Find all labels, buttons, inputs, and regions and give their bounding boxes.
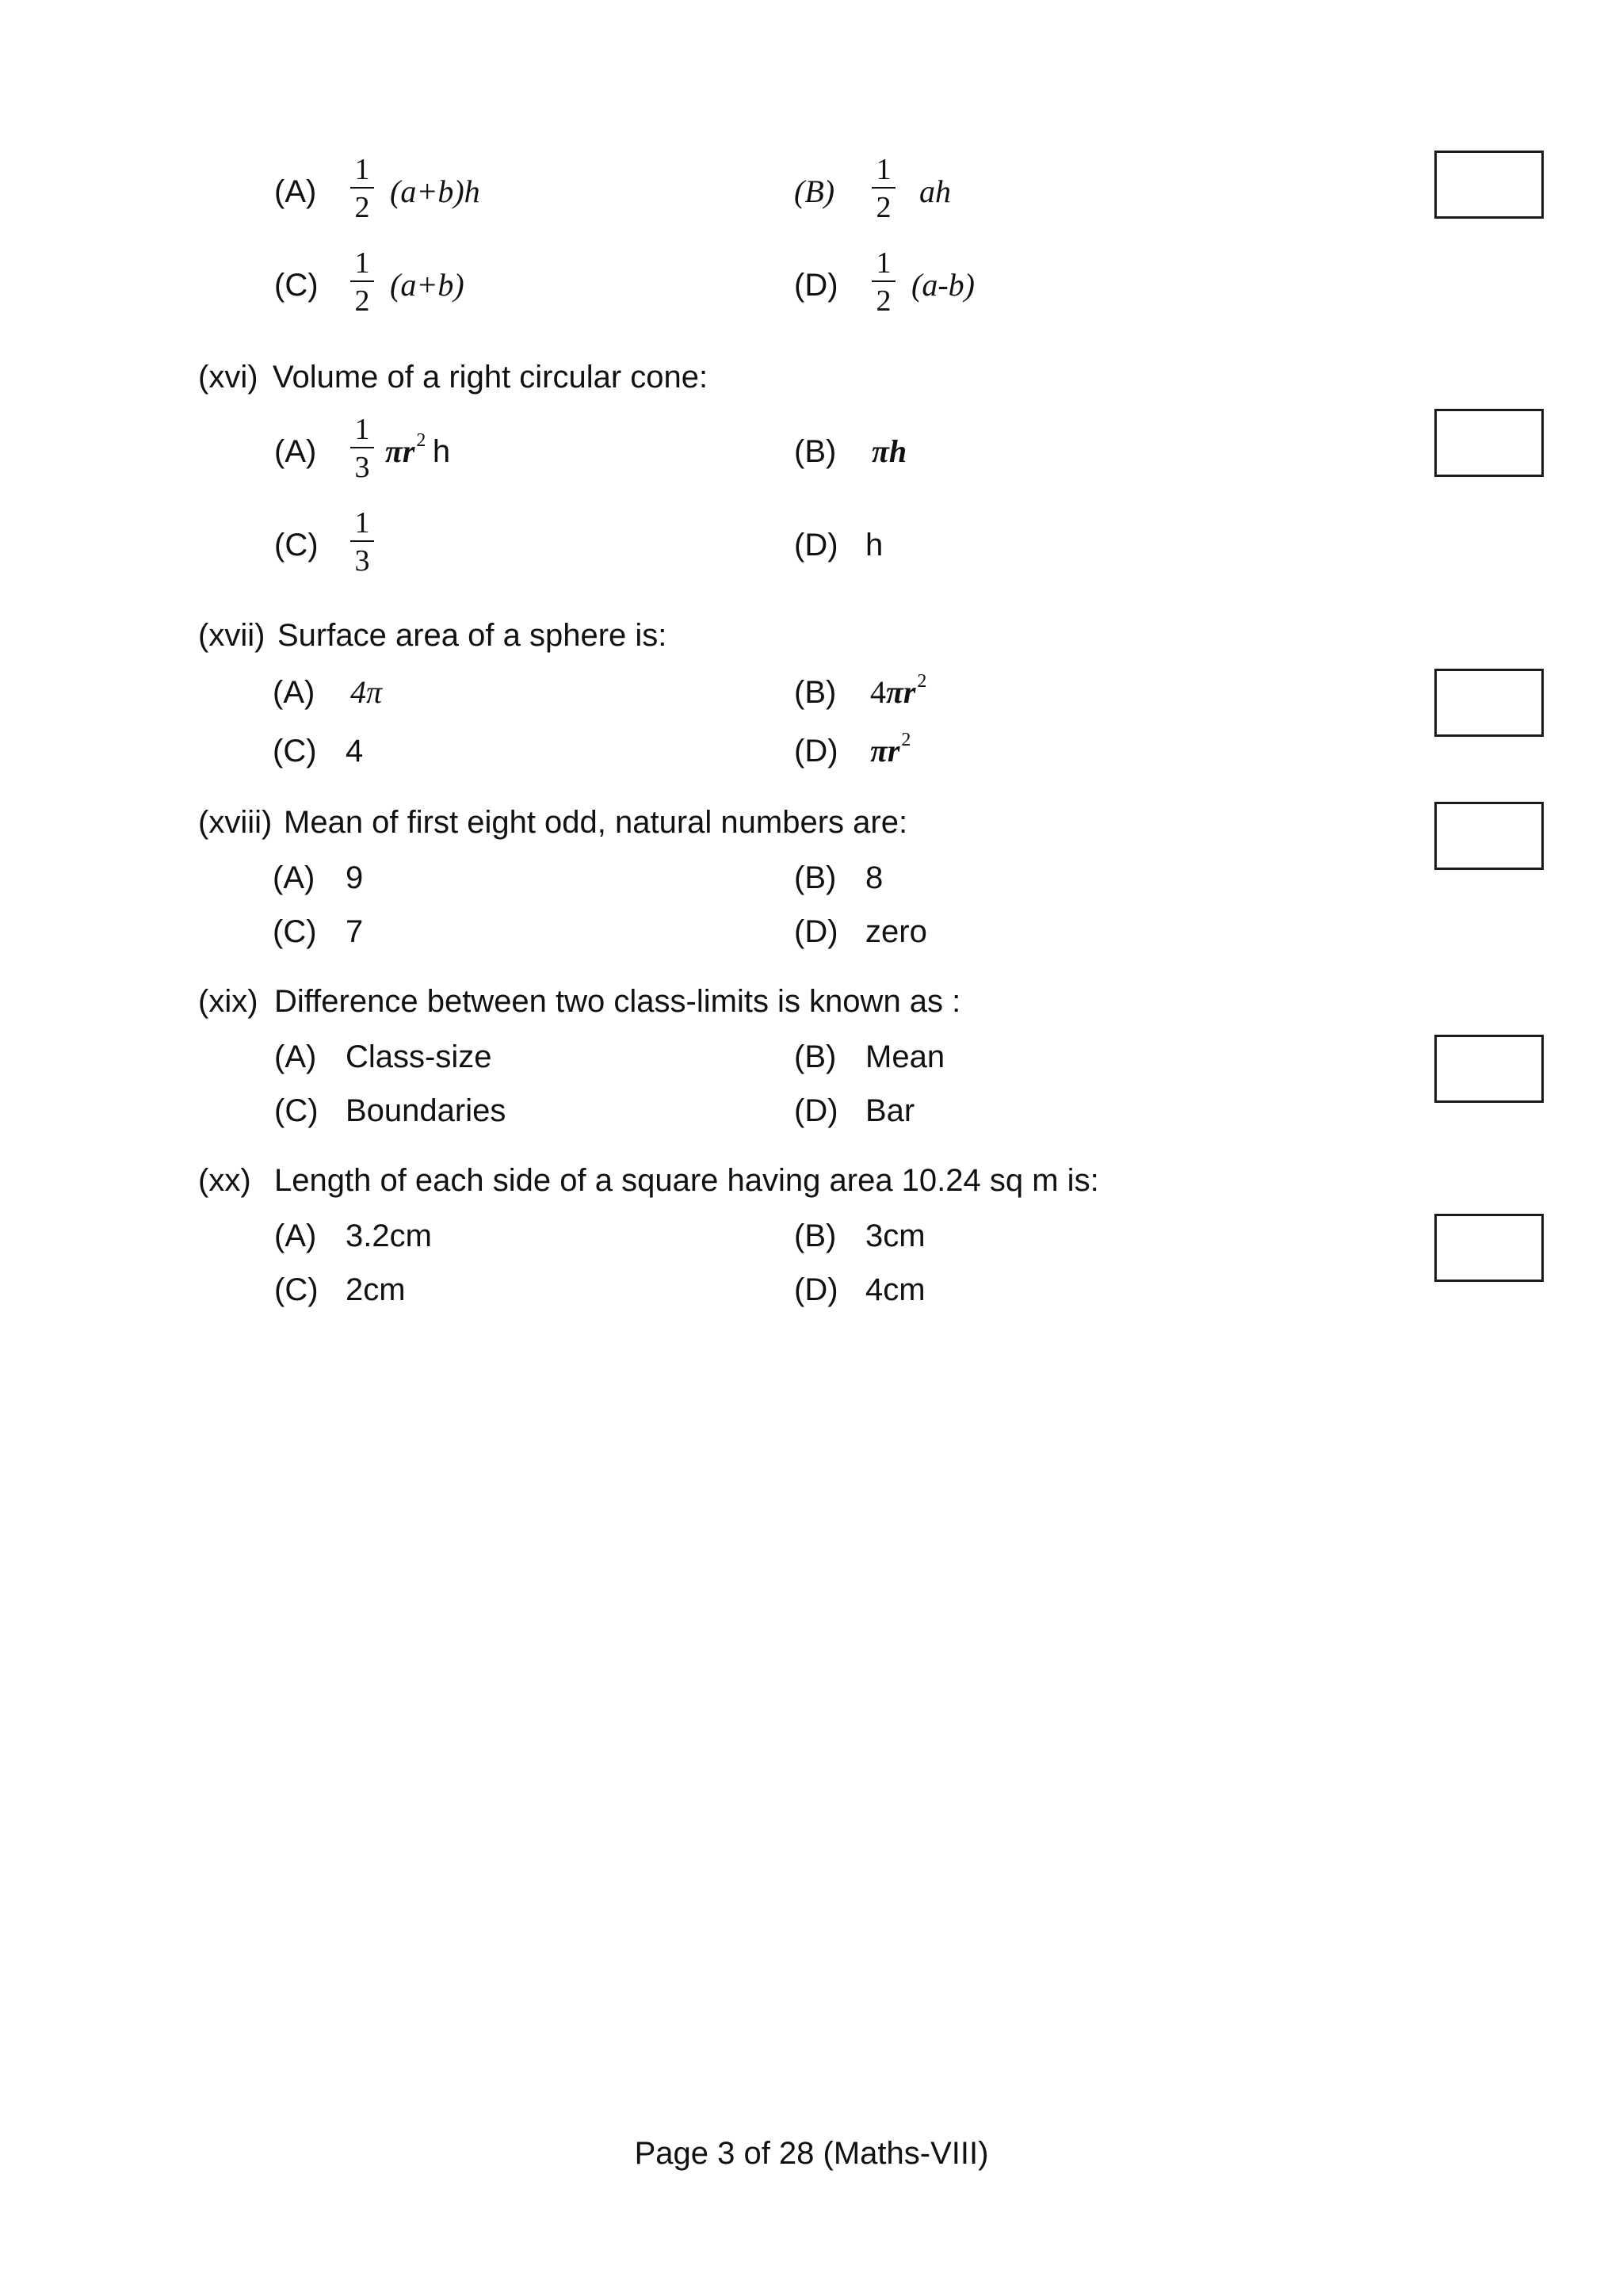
q20-question-text: Length of each side of a square having area 10.24 sq m is: (274, 1163, 1099, 1198)
q19-option-a-text: Class-size (346, 1039, 492, 1074)
exponent: 2 (917, 671, 927, 692)
q20-option-c-text: 2cm (346, 1272, 406, 1307)
q20-number: (xx) (198, 1163, 251, 1198)
exponent: 2 (901, 730, 911, 750)
q18-option-d-text: zero (865, 914, 927, 949)
q16-option-d-expression: h (865, 528, 884, 563)
pi-r-symbol: πr (385, 433, 415, 469)
q19-option-c-text: Boundaries (346, 1093, 506, 1128)
q15-option-d-fraction (872, 247, 896, 317)
q19-question-text: Difference between two class-limits is known as : (274, 984, 961, 1019)
q20-option-a-text: 3.2cm (346, 1219, 432, 1253)
q17-option-d-label: (D) (794, 734, 838, 769)
q20-option-d-label: (D) (794, 1272, 838, 1307)
q19-option-d-label: (D) (794, 1093, 838, 1128)
q16-option-c-fraction (350, 507, 374, 577)
fraction-bar (872, 280, 896, 282)
q18-option-a-label: (A) (273, 860, 315, 895)
q18-option-b-text: 8 (865, 860, 884, 895)
q17-option-b-expression (870, 673, 926, 719)
q17-option-c-expression: 4 (346, 734, 364, 769)
q15-option-b-expression: ah (919, 174, 951, 209)
q15-option-c-expression: (a+b) (390, 267, 464, 303)
q18-option-c-label: (C) (273, 914, 317, 949)
fraction-denominator: 3 (354, 451, 370, 484)
q15-option-c-label: (C) (274, 268, 319, 303)
q16-option-b-expression: πh (872, 433, 907, 469)
fraction-denominator: 3 (354, 544, 370, 578)
q16-option-a-label: (A) (274, 434, 317, 469)
q15-option-a-label: (A) (274, 174, 317, 209)
q18-option-d-label: (D) (794, 914, 838, 949)
fraction-numerator: 1 (876, 153, 892, 186)
fraction-bar (350, 447, 374, 448)
q16-option-a-expression (385, 430, 451, 478)
q20-option-c-label: (C) (274, 1272, 319, 1307)
fraction-denominator: 2 (876, 191, 892, 224)
pi-r-symbol: πr (870, 733, 900, 769)
q17-option-a-expression: 4π (350, 674, 383, 710)
fraction-numerator: 1 (354, 246, 370, 280)
fraction-denominator: 2 (876, 284, 892, 318)
q20-option-b-text: 3cm (865, 1219, 926, 1253)
q19-option-b-label: (B) (794, 1039, 837, 1074)
fraction-bar (872, 187, 896, 189)
q15-option-a-expression: (a+b)h (390, 174, 480, 209)
q16-option-b-label: (B) (794, 434, 837, 469)
q16-option-a-fraction (350, 414, 374, 483)
q17-option-c-label: (C) (273, 734, 317, 769)
fraction-numerator: 1 (876, 246, 892, 280)
q18-option-b-label: (B) (794, 860, 837, 895)
fraction-numerator: 1 (354, 506, 370, 540)
q18-answer-box[interactable] (1434, 802, 1544, 870)
fraction-numerator: 1 (354, 413, 370, 446)
q20-option-a-label: (A) (274, 1219, 317, 1253)
fraction-bar (350, 187, 374, 189)
q15-option-c-fraction (350, 247, 374, 317)
q18-question-text: Mean of first eight odd, natural numbers are: (284, 805, 908, 840)
q20-option-b-label: (B) (794, 1219, 837, 1253)
q16-option-c-label: (C) (274, 528, 319, 563)
q17-option-d-expression (870, 732, 911, 777)
q17-number: (xvii) (198, 618, 265, 653)
q15-option-d-expression: (a-b) (911, 267, 975, 303)
q18-number: (xviii) (198, 805, 273, 840)
coefficient: 4 (870, 674, 886, 710)
q19-option-a-label: (A) (274, 1039, 317, 1074)
q16-option-d-label: (D) (794, 528, 838, 563)
q19-option-b-text: Mean (865, 1039, 945, 1074)
q15-option-d-label: (D) (794, 268, 838, 303)
q16-number: (xvi) (198, 360, 258, 395)
q16-answer-box[interactable] (1434, 409, 1544, 477)
q15-option-a-fraction (350, 154, 374, 223)
exponent: 2 (416, 430, 426, 451)
fraction-bar (350, 280, 374, 282)
fraction-denominator: 2 (354, 284, 370, 318)
q17-answer-box[interactable] (1434, 669, 1544, 737)
q17-option-a-label: (A) (273, 675, 315, 710)
q15-option-b-label: (B) (794, 174, 835, 209)
q20-answer-box[interactable] (1434, 1214, 1544, 1282)
fraction-bar (350, 540, 374, 542)
q19-option-d-text: Bar (865, 1093, 915, 1128)
q19-answer-box[interactable] (1434, 1035, 1544, 1103)
q15-option-b-fraction (872, 154, 896, 223)
q19-option-c-label: (C) (274, 1093, 319, 1128)
q18-option-c-text: 7 (346, 914, 364, 949)
fraction-numerator: 1 (354, 153, 370, 186)
q16-question-text: Volume of a right circular cone: (273, 360, 708, 395)
q19-number: (xix) (198, 984, 258, 1019)
fraction-denominator: 2 (354, 191, 370, 224)
pi-r-symbol: πr (886, 674, 916, 710)
q17-question-text: Surface area of a sphere is: (277, 618, 667, 653)
height-symbol: h (432, 434, 451, 469)
q17-option-b-label: (B) (794, 675, 837, 710)
q20-option-d-text: 4cm (865, 1272, 926, 1307)
q18-option-a-text: 9 (346, 860, 364, 895)
q15-answer-box[interactable] (1434, 151, 1544, 219)
page-footer: Page 3 of 28 (Maths-VIII) (634, 2136, 989, 2171)
